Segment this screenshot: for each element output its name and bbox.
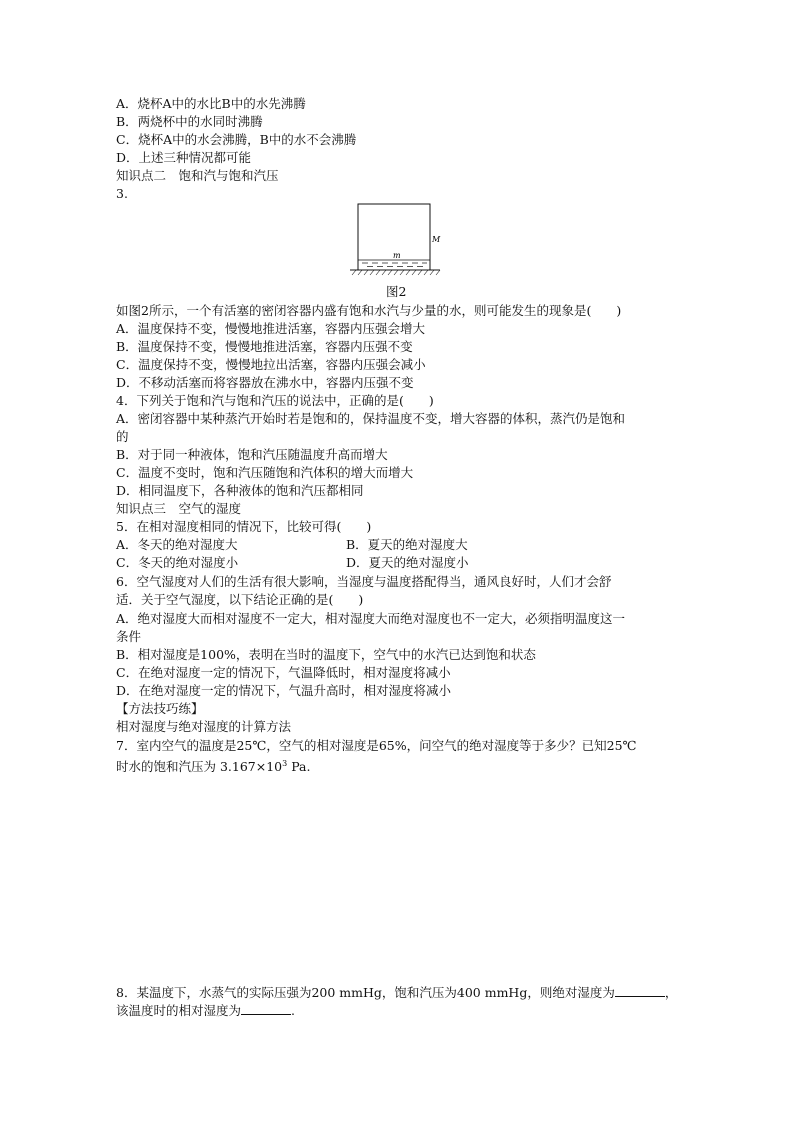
figure-label-M: M bbox=[432, 235, 441, 244]
q3-option-c: C．温度保持不变，慢慢地拉出活塞，容器内压强会减小 bbox=[116, 357, 426, 372]
q3-stem: 如图2所示，一个有活塞的密闭容器内盛有饱和水汽与少量的水，则可能发生的现象是( ) bbox=[116, 303, 622, 318]
method-subtitle: 相对湿度与绝对湿度的计算方法 bbox=[116, 719, 292, 734]
q2-option-b: B．两烧杯中的水同时沸腾 bbox=[116, 114, 263, 129]
q6-option-c: C．在绝对湿度一定的情况下，气温降低时，相对湿度将减小 bbox=[116, 665, 451, 680]
q4-option-a: A．密闭容器中某种蒸汽开始时若是饱和的，保持温度不变，增大容器的体积，蒸汽仍是饱和 bbox=[116, 411, 626, 426]
container-piston-figure bbox=[348, 202, 444, 282]
q7-exponent: 3 bbox=[282, 759, 288, 768]
q4-option-c: C．温度不变时，饱和汽压随饱和汽体积的增大而增大 bbox=[116, 465, 414, 480]
q8-line1 bbox=[116, 984, 677, 1002]
q7-line2-text: 时水的饱和汽压为 3.167×10 bbox=[116, 759, 283, 775]
q8-blank-absolute-humidity[interactable] bbox=[615, 984, 665, 997]
q6-option-b: B．相对湿度是100%，表明在当时的温度下，空气中的水汽已达到饱和状态 bbox=[116, 647, 536, 662]
q6-option-a: A．绝对湿度大而相对湿度不一定大，相对湿度大而绝对湿度也不一定大，必须指明温度这一 bbox=[116, 611, 626, 626]
q2-option-a: A．烧杯A中的水比B中的水先沸腾 bbox=[116, 96, 306, 111]
q3-option-b: B．温度保持不变，慢慢地推进活塞，容器内压强不变 bbox=[116, 339, 413, 354]
section2-title: 知识点二 饱和汽与饱和汽压 bbox=[116, 168, 279, 183]
q6-option-a-cont: 条件 bbox=[116, 629, 142, 644]
q4-option-d: D．相同温度下，各种液体的饱和汽压都相同 bbox=[116, 483, 364, 498]
q5-option-b: B．夏天的绝对湿度大 bbox=[346, 537, 468, 552]
method-title: 【方法技巧练】 bbox=[116, 701, 204, 716]
ground-hatching bbox=[352, 270, 440, 275]
q6-stem-cont: 适．关于空气湿度，以下结论正确的是( ) bbox=[116, 592, 364, 607]
q5-option-d: D．夏天的绝对湿度小 bbox=[346, 555, 469, 570]
q3-number: 3. bbox=[116, 186, 128, 201]
q5-stem: 5．在相对湿度相同的情况下，比较可得( ) bbox=[116, 519, 372, 534]
q8-blank-relative-humidity[interactable] bbox=[241, 1002, 291, 1015]
figure-label-m: m bbox=[393, 251, 401, 260]
section3-title: 知识点三 空气的湿度 bbox=[116, 501, 242, 516]
q2-option-d: D．上述三种情况都可能 bbox=[116, 150, 252, 165]
q3-option-a: A．温度保持不变，慢慢地推进活塞，容器内压强会增大 bbox=[116, 321, 426, 336]
q4-option-a-cont: 的 bbox=[116, 429, 129, 444]
q4-stem: 4．下列关于饱和汽与饱和汽压的说法中，正确的是( ) bbox=[116, 393, 434, 408]
q2-option-c: C．烧杯A中的水会沸腾，B中的水不会沸腾 bbox=[116, 132, 357, 147]
q5-option-c: C．冬天的绝对湿度小 bbox=[116, 555, 239, 570]
q6-option-d: D．在绝对湿度一定的情况下，气温升高时，相对湿度将减小 bbox=[116, 683, 452, 698]
q8-line1-text: 8．某温度下，水蒸气的实际压强为200 mmHg，饱和汽压为400 mmHg，则绝对湿度为 bbox=[116, 985, 615, 1000]
q6-stem: 6．空气湿度对人们的生活有很大影响，当湿度与温度搭配得当，通风良好时，人们才会舒 bbox=[116, 574, 612, 589]
q7-line1: 7．室内空气的温度是25℃，空气的相对湿度是65%，问空气的绝对湿度等于多少？已知25℃ bbox=[116, 738, 637, 753]
q4-option-b: B．对于同一种液体，饱和汽压随温度升高而增大 bbox=[116, 447, 388, 462]
q3-option-d: D．不移动活塞而将容器放在沸水中，容器内压强不变 bbox=[116, 375, 414, 390]
q5-option-a: A．冬天的绝对湿度大 bbox=[116, 537, 238, 552]
q8-line2 bbox=[116, 1002, 295, 1020]
q7-unit: Pa. bbox=[287, 759, 311, 775]
q8-line2-text: 该温度时的相对湿度为 bbox=[116, 1003, 242, 1018]
q8-line1-end: ， bbox=[664, 985, 678, 1000]
q7-line2 bbox=[116, 755, 310, 776]
water-dashes bbox=[362, 263, 427, 267]
figure-caption: 图2 bbox=[386, 284, 407, 299]
q8-line2-end: . bbox=[291, 1003, 295, 1018]
